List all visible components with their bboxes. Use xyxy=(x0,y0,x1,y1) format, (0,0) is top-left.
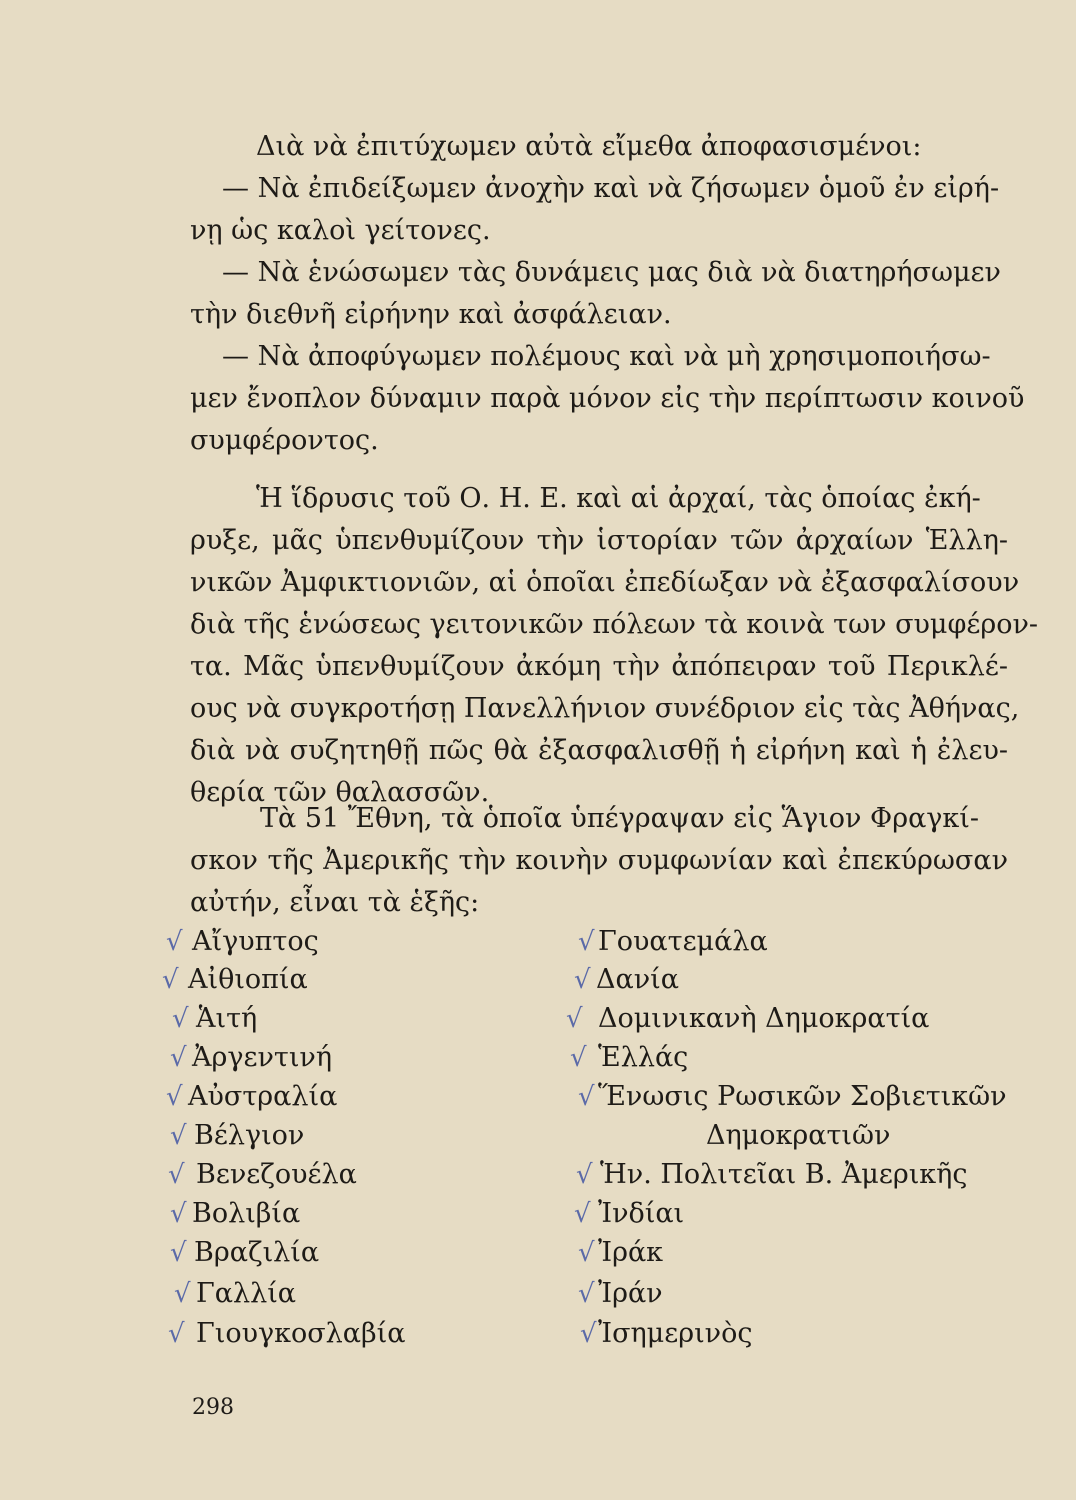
check-mark-icon: √ xyxy=(574,965,591,995)
country-item: Γιουγκοσλαβία xyxy=(196,1318,406,1349)
text-line: αὐτήν, εἶναι τὰ ἑξῆς: xyxy=(190,887,480,918)
text-line: τὴν διεθνῆ εἰρήνην καὶ ἀσφάλειαν. xyxy=(190,299,672,330)
text-line: διὰ τῆς ἑνώσεως γειτονικῶν πόλεων τὰ κοινὰ των συμφέρον- xyxy=(190,609,1039,640)
check-mark-icon: √ xyxy=(166,927,183,957)
text-line: διὰ νὰ συζητηθῇ πῶς θὰ ἐξασφαλισθῇ ἡ εἰρήνη καὶ ἡ ἐλευ- xyxy=(190,735,1008,766)
country-item: Βενεζουέλα xyxy=(196,1159,357,1190)
country-item: Βολιβία xyxy=(192,1198,301,1229)
country-item: Ἀργεντινή xyxy=(192,1042,333,1073)
text-line: Ἡ ἵδρυσις τοῦ Ο. Η. Ε. καὶ αἱ ἀρχαί, τὰς ὁποίας ἐκή- xyxy=(256,483,981,514)
text-line: — Νὰ ἑνώσωμεν τὰς δυνάμεις μας διὰ νὰ διατηρήσωμεν xyxy=(222,257,1001,288)
check-mark-icon: √ xyxy=(570,1043,587,1073)
country-item: Βέλγιον xyxy=(194,1120,305,1151)
country-item: Ἰνδίαι xyxy=(598,1198,685,1229)
check-mark-icon: √ xyxy=(576,1160,593,1190)
check-mark-icon: √ xyxy=(166,1082,183,1112)
country-item: Δημοκρατιῶν xyxy=(706,1120,891,1151)
check-mark-icon: √ xyxy=(170,1199,187,1229)
text-line: Διὰ νὰ ἐπιτύχωμεν αὐτὰ εἴμεθα ἀποφασισμένοι: xyxy=(256,131,922,162)
text-line: ους νὰ συγκροτήσῃ Πανελλήνιον συνέδριον εἰς τὰς Ἀθήνας, xyxy=(190,693,1020,724)
country-item: Ἑλλάς xyxy=(598,1042,689,1073)
country-item: Βραζιλία xyxy=(194,1237,320,1268)
text-line: θερία τῶν θαλασσῶν. xyxy=(190,777,490,808)
text-line: ρυξε, μᾶς ὑπενθυμίζουν τὴν ἱστορίαν τῶν ἀρχαίων Ἑλλη- xyxy=(190,525,1008,556)
check-mark-icon: √ xyxy=(578,1279,595,1309)
check-mark-icon: √ xyxy=(168,1319,185,1349)
text-line: σκον τῆς Ἀμερικῆς τὴν κοινὴν συμφωνίαν καὶ ἐπεκύρωσαν xyxy=(190,845,1008,876)
check-mark-icon: √ xyxy=(578,927,595,957)
check-mark-icon: √ xyxy=(168,1160,185,1190)
check-mark-icon: √ xyxy=(574,1199,591,1229)
country-item: Αἴγυπτος xyxy=(192,926,319,957)
country-item: Ἰράν xyxy=(598,1278,663,1309)
country-item: Αἰθιοπία xyxy=(188,964,308,995)
country-item: Ἁιτή xyxy=(196,1003,258,1034)
text-line: νικῶν Ἀμφικτιονιῶν, αἱ ὁποῖαι ἐπεδίωξαν νὰ ἐξασφαλίσουν xyxy=(190,567,1020,598)
country-item: Ἰράκ xyxy=(598,1237,664,1268)
check-mark-icon: √ xyxy=(170,1121,187,1151)
page-number: 298 xyxy=(192,1395,234,1420)
country-item: Αὐστραλία xyxy=(188,1081,338,1112)
country-item: Δανία xyxy=(596,964,679,995)
text-line: μεν ἔνοπλον δύναμιν παρὰ μόνον εἰς τὴν περίπτωσιν κοινοῦ xyxy=(190,383,1025,414)
text-line: νῃ ὡς καλοὶ γείτονες. xyxy=(190,215,491,246)
country-item: Γουατεμάλα xyxy=(598,926,768,957)
check-mark-icon: √ xyxy=(578,1082,595,1112)
check-mark-icon: √ xyxy=(580,1319,597,1349)
text-line: Τὰ 51 Ἔθνη, τὰ ὁποῖα ὑπέγραψαν εἰς Ἅγιον Φραγκί- xyxy=(260,803,980,834)
check-mark-icon: √ xyxy=(162,965,179,995)
text-line: συμφέροντος. xyxy=(190,425,379,456)
check-mark-icon: √ xyxy=(172,1004,189,1034)
check-mark-icon: √ xyxy=(578,1238,595,1268)
check-mark-icon: √ xyxy=(170,1043,187,1073)
check-mark-icon: √ xyxy=(174,1279,191,1309)
text-line: τα. Μᾶς ὑπενθυμίζουν ἀκόμη τὴν ἀπόπειραν τοῦ Περικλέ- xyxy=(190,651,1008,682)
country-item: Ἕνωσις Ρωσικῶν Σοβιετικῶν xyxy=(598,1081,1007,1112)
text-line: — Νὰ ἐπιδείξωμεν ἀνοχὴν καὶ νὰ ζήσωμεν ὁμοῦ ἐν εἰρή- xyxy=(222,173,1000,204)
check-mark-icon: √ xyxy=(566,1004,583,1034)
text-line: — Νὰ ἀποφύγωμεν πολέμους καὶ νὰ μὴ χρησιμοποιήσω- xyxy=(222,341,991,372)
country-item: Δομινικανὴ Δημοκρατία xyxy=(598,1003,930,1034)
country-item: Ἰσημερινὸς xyxy=(598,1318,753,1349)
country-item: Γαλλία xyxy=(196,1278,297,1309)
country-item: Ἡν. Πολιτεῖαι Β. Ἀμερικῆς xyxy=(600,1159,968,1190)
check-mark-icon: √ xyxy=(170,1238,187,1268)
